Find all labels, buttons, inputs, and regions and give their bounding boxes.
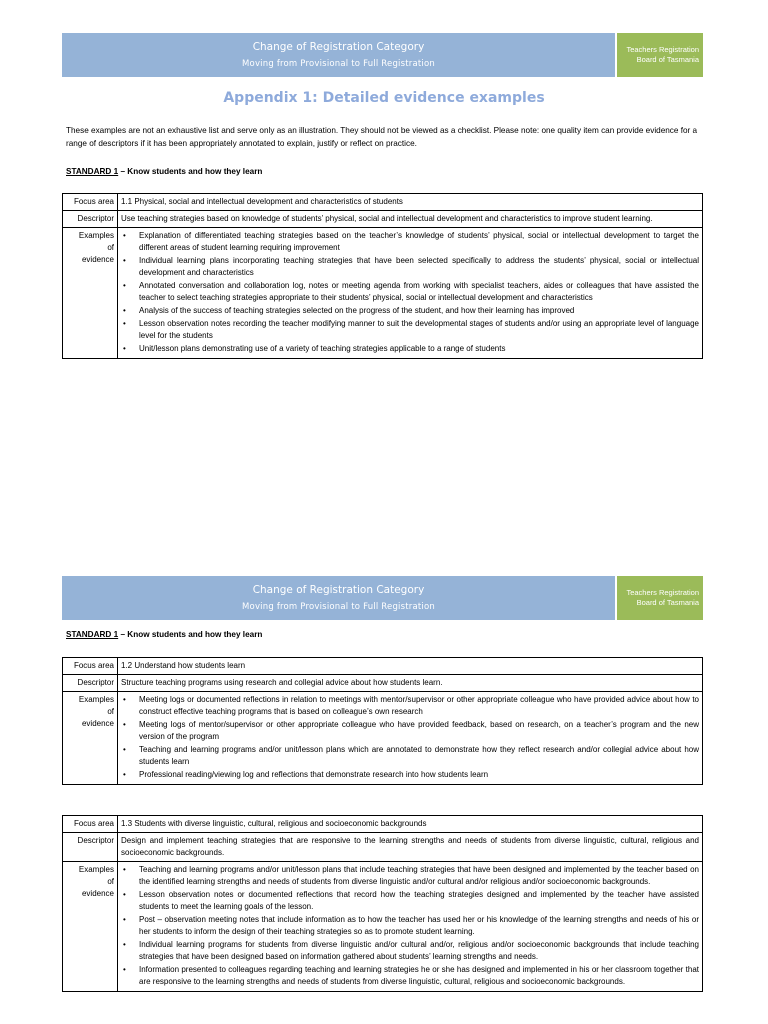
header-org-band xyxy=(617,576,703,620)
focus-area: 1.2 Understand how students learn xyxy=(118,658,703,675)
header-title-band xyxy=(62,33,615,77)
list-item: • Lesson observation notes or documented reflections that record how the teaching strategies designed and implemented by the teacher have assisted students to meet the learning goals of the lesson. xyxy=(121,889,699,913)
header-subtitle: Moving from Provisional to Full Registration xyxy=(242,58,435,69)
focus-label: Focus area xyxy=(63,816,118,833)
list-item: • Meeting logs or documented reflections in relation to meetings with mentor/supervisor or other appropriate colleague who have provided advice about how to construct effective teaching programs that is based on colleague’s own research xyxy=(121,694,699,718)
examples-label xyxy=(63,692,118,785)
table-row xyxy=(63,658,703,675)
list-item: • Post – observation meeting notes that include information as to how the teacher has used her or his knowledge of the learning strengths and needs of his or her students to inform the design of their teaching strategies so as to promote student learning. xyxy=(121,914,699,938)
table-row xyxy=(63,228,703,359)
table-row xyxy=(63,833,703,862)
list-item: • Teaching and learning programs and/or unit/lesson plans which are annotated to demonstrate how they reflect research and/or collegial advice about how students learn xyxy=(121,744,699,768)
standard-label: STANDARD 1 xyxy=(66,167,119,176)
list-item: • Individual learning plans incorporating teaching strategies that have been selected specifically to address the students’ physical, social or intellectual development and characteristics xyxy=(121,255,699,279)
examples-label-line1: Examples xyxy=(78,231,114,240)
examples-label-line3: evidence xyxy=(81,255,114,264)
table-row xyxy=(63,211,703,228)
descriptor-text: Use teaching strategies based on knowledge of students’ physical, social and intellectual development and characteristics to improve student learning. xyxy=(118,211,703,228)
descriptor-label: Descriptor xyxy=(63,211,118,228)
focus-label: Focus area xyxy=(63,194,118,211)
list-item: • Meeting logs of mentor/supervisor or other appropriate colleague who have provided feedback, based on research, on a teacher’s program and the new version of the program xyxy=(121,719,699,743)
list-item: • Individual learning programs for students from diverse linguistic and/or cultural and/or, religious and/or socioeconomic backgrounds that include teaching strategies that have been designed based on information gathered about students’ learning strengths and needs. xyxy=(121,939,699,963)
table-row xyxy=(63,816,703,833)
descriptor-text: Structure teaching programs using research and collegial advice about how students learn. xyxy=(118,675,703,692)
list-item: • Explanation of differentiated teaching strategies based on the teacher’s knowledge of students’ physical, social or intellectual development to target the different areas of student learning requiring improvement xyxy=(121,230,699,254)
list-item: • Analysis of the success of teaching strategies selected on the progress of the student, and how their learning has improved xyxy=(121,305,699,317)
header-org-line2: Board of Tasmania xyxy=(636,598,699,607)
examples-cell xyxy=(118,692,703,785)
list-item: • Information presented to colleagues regarding teaching and learning strategies he or she has designed and implemented in his or her classroom together that are responsive to the learning strengths and needs of students from diverse linguistic, cultural, religious and socioeconomic backgrounds. xyxy=(121,964,699,988)
descriptor-label: Descriptor xyxy=(63,833,118,862)
evidence-table-1-2 xyxy=(62,657,703,785)
intro-paragraph: These examples are not an exhaustive list and serve only as an illustration. They should not be viewed as a checklist. Please note: one quality item can provide evidence for a range of descriptors if it has been appropriately annotated to explain, justify or reflect on practice. xyxy=(66,126,698,148)
examples-list xyxy=(121,864,699,988)
header-title: Change of Registration Category xyxy=(252,583,425,596)
header-subtitle: Moving from Provisional to Full Registration xyxy=(242,601,435,612)
examples-label-line2: of xyxy=(107,707,114,716)
table-row xyxy=(63,862,703,992)
examples-list xyxy=(121,694,699,781)
list-item: • Teaching and learning programs and/or unit/lesson plans that include teaching strategies that have been designed and implemented by the teacher based on the identified learning strengths and needs of students from diverse linguistic and/or cultural and/or religious and/or socioeconomic backgrounds. xyxy=(121,864,699,888)
examples-label-line2: of xyxy=(107,243,114,252)
examples-label-line3: evidence xyxy=(81,719,114,728)
focus-area: 1.1 Physical, social and intellectual development and characteristics of students xyxy=(118,194,703,211)
evidence-table-1-1 xyxy=(62,193,703,359)
examples-label-line1: Examples xyxy=(78,865,114,874)
standard-label: STANDARD 1 xyxy=(66,630,119,639)
header-title-band xyxy=(62,576,615,620)
examples-label-line2: of xyxy=(107,877,114,886)
list-item: • Unit/lesson plans demonstrating use of a variety of teaching strategies applicable to a range of students xyxy=(121,343,699,355)
focus-label: Focus area xyxy=(63,658,118,675)
standard-text: – Know students and how they learn xyxy=(118,167,263,176)
focus-area: 1.3 Students with diverse linguistic, cultural, religious and socioeconomic backgrounds xyxy=(118,816,703,833)
descriptor-text: Design and implement teaching strategies that are responsive to the learning strengths and needs of students from diverse linguistic, cultural, religious and socioeconomic backgrounds. xyxy=(118,833,703,862)
standard-heading-2 xyxy=(66,629,262,641)
header-org-band xyxy=(617,33,703,77)
list-item: • Annotated conversation and collaboration log, notes or meeting agenda from working with specialist teachers, aides or colleagues that have assisted the teacher to select teaching strategies appropriate to their students’ physical, social or intellectual development and characteristics xyxy=(121,280,699,304)
examples-cell xyxy=(118,862,703,992)
header-org-line1: Teachers Registration xyxy=(626,45,699,54)
examples-label xyxy=(63,228,118,359)
examples-label-line3: evidence xyxy=(81,889,114,898)
descriptor-label: Descriptor xyxy=(63,675,118,692)
list-item: • Professional reading/viewing log and reflections that demonstrate research into how students learn xyxy=(121,769,699,781)
examples-label xyxy=(63,862,118,992)
standard-heading xyxy=(66,166,262,178)
page-header-2 xyxy=(62,576,703,620)
evidence-table-1-3 xyxy=(62,815,703,992)
standard-text: – Know students and how they learn xyxy=(118,630,263,639)
header-org-line1: Teachers Registration xyxy=(626,588,699,597)
examples-cell xyxy=(118,228,703,359)
appendix-title: Appendix 1: Detailed evidence examples xyxy=(223,90,545,106)
header-title: Change of Registration Category xyxy=(252,40,425,53)
table-row xyxy=(63,194,703,211)
page-header xyxy=(62,33,703,77)
header-org-line2: Board of Tasmania xyxy=(636,55,699,64)
list-item: • Lesson observation notes recording the teacher modifying manner to suit the developmental stages of students and/or using an appropriate level of language level for the students xyxy=(121,318,699,342)
examples-label-line1: Examples xyxy=(78,695,114,704)
table-row xyxy=(63,692,703,785)
examples-list xyxy=(121,230,699,355)
table-row xyxy=(63,675,703,692)
